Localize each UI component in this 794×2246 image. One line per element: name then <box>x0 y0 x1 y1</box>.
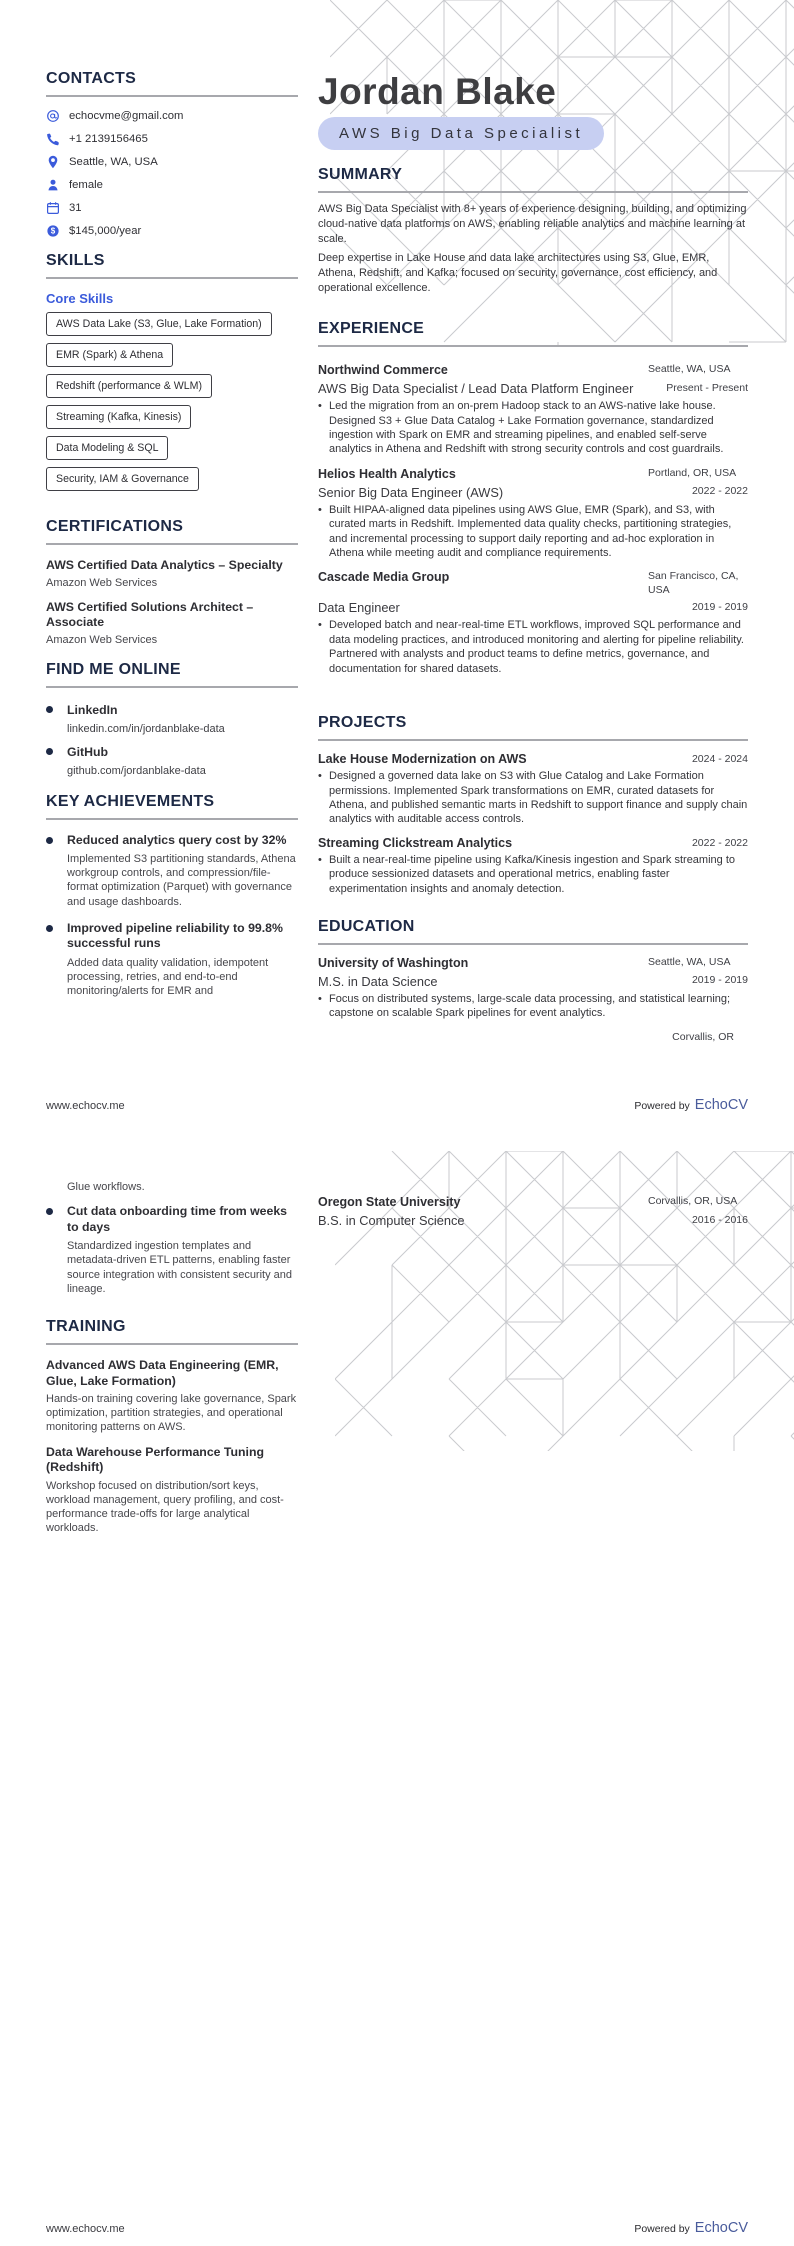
bullet-row <box>318 992 748 1021</box>
sidebar-page2 <box>46 1123 298 1545</box>
project-dates: 2024 - 2024 <box>691 753 748 766</box>
experience-entry <box>318 467 748 561</box>
svg-text:$: $ <box>50 226 56 236</box>
profile-url[interactable]: github.com/jordanblake-data <box>67 764 206 777</box>
bullet-icon <box>46 748 53 755</box>
bullet-icon: • <box>318 992 322 1005</box>
footer-site-link[interactable]: www.echocv.me <box>46 2223 125 2235</box>
degree-title: B.S. in Computer Science <box>318 1213 465 1228</box>
school-name: Oregon State University <box>318 1195 461 1209</box>
experience-bullets <box>318 399 748 457</box>
footer-powered: Powered by EchoCV <box>634 1097 748 1113</box>
sidebar <box>46 0 298 1010</box>
footer-powered: Powered by EchoCV <box>634 2220 748 2236</box>
experience-bullets <box>318 503 748 561</box>
degree-dates: 2019 - 2019 <box>691 974 748 987</box>
contact-value: +1 2139156465 <box>69 133 148 145</box>
role-dates: 2022 - 2022 <box>691 485 748 498</box>
page-footer <box>46 2220 748 2236</box>
certification-item <box>46 600 298 646</box>
achievement-list-page2 <box>46 1204 298 1296</box>
project-title: Lake House Modernization on AWS <box>318 752 527 767</box>
profile-url[interactable]: linkedin.com/in/jordanblake-data <box>67 722 225 735</box>
bullet-row <box>318 769 748 827</box>
company-location: San Francisco, CA, USA <box>648 570 739 596</box>
role-title: AWS Big Data Specialist / Lead Data Platform Engineer <box>318 381 634 397</box>
calendar-icon <box>46 201 60 215</box>
experience-entry <box>318 570 748 676</box>
training-item <box>46 1445 298 1536</box>
bullet-icon: • <box>318 853 322 866</box>
echocv-brand-link[interactable]: EchoCV <box>694 2220 748 2236</box>
training-description: Hands-on training covering lake governance, Spark optimization, partition strategies, and operational monitoring patterns on AWS. <box>46 1393 297 1434</box>
certification-item <box>46 558 298 589</box>
project-item <box>318 835 748 896</box>
role-dates: 2019 - 2019 <box>691 600 748 613</box>
skills-heading: SKILLS <box>46 252 298 279</box>
school-name: University of Washington <box>318 955 469 970</box>
training-description: Workshop focused on distribution/sort keys, workload management, query profiling, and cost-performance trade-offs for large analytical workloads. <box>46 1479 284 1535</box>
find-me-online-heading: FIND ME ONLINE <box>46 661 298 688</box>
achievement-title: Improved pipeline reliability to 99.8% successful runs <box>46 921 298 952</box>
phone-icon <box>46 132 60 146</box>
title-badge: AWS Big Data Specialist <box>318 117 604 150</box>
contact-row <box>46 155 298 169</box>
education-list-page2 <box>318 1195 748 1229</box>
training-heading: TRAINING <box>46 1318 298 1345</box>
education-bullets <box>318 992 748 1021</box>
achievement-item <box>46 833 298 909</box>
certification-title: AWS Certified Solutions Architect – Associate <box>46 599 254 629</box>
contact-value: echocvme@gmail.com <box>69 110 184 122</box>
school-location: Corvallis, OR, USA <box>648 1195 738 1207</box>
bullet-row <box>318 399 748 457</box>
training-title: Data Warehouse Performance Tuning (Redshift) <box>46 1444 264 1475</box>
education-entry <box>318 1195 748 1229</box>
echocv-brand-link[interactable]: EchoCV <box>694 1097 748 1113</box>
achievement-title: Cut data onboarding time from weeks to days <box>46 1204 298 1235</box>
contact-value: 31 <box>69 202 82 214</box>
projects-heading: PROJECTS <box>318 714 748 741</box>
bullet-text: Built HIPAA-aligned data pipelines using AWS Glue, EMR (Spark), and S3, with curated marts in Redshift. Implemented data quality checks, partitioning strategies, and incremental processing to support daily reporting and ad-hoc exploration in Athena while meeting audit and compliance requirements. <box>329 503 732 560</box>
achievement-list-page1 <box>46 833 298 999</box>
skill-chip-list <box>46 312 298 491</box>
salary-icon <box>46 224 60 238</box>
bullet-icon: • <box>318 503 322 516</box>
summary-heading: SUMMARY <box>318 166 748 193</box>
role-dates: Present - Present <box>666 381 748 394</box>
skills-group-label: Core Skills <box>46 291 114 306</box>
contact-value: female <box>69 179 103 191</box>
achievement-description: Standardized ingestion templates and metadata-driven ETL patterns, enabling faster source integration with consistent security and lineage. <box>67 1240 293 1295</box>
bullet-row <box>318 853 748 896</box>
contact-row <box>46 178 298 192</box>
footer-site-link[interactable]: www.echocv.me <box>46 1100 125 1112</box>
achievement-description: Implemented S3 partitioning standards, Athena workgroup controls, and compression/file-format optimization (Parquet) with governance and usage dashboards. <box>67 853 296 908</box>
bullet-icon: • <box>318 619 322 632</box>
main-column <box>318 0 748 1047</box>
achievement-title: Reduced analytics query cost by 32% <box>46 833 298 849</box>
main-column-page2 <box>318 1123 748 1239</box>
school-location: Seattle, WA, USA <box>648 955 731 968</box>
email-icon <box>46 109 60 123</box>
experience-bullets <box>318 618 748 676</box>
key-achievements-heading: KEY ACHIEVEMENTS <box>46 793 298 820</box>
candidate-name: Jordan Blake <box>318 71 557 112</box>
project-bullets <box>318 769 748 827</box>
certification-title: AWS Certified Data Analytics – Specialty <box>46 558 283 572</box>
skill-chip: Redshift (performance & WLM) <box>46 374 212 398</box>
certification-list <box>46 558 298 646</box>
contact-value: $145,000/year <box>69 225 142 237</box>
bullet-text: Built a near-real-time pipeline using Kafka/Kinesis ingestion and Spark streaming to produce sessionized datasets and operational metrics, enabling faster experimentation insights and anomaly detection. <box>329 853 735 895</box>
company-name: Northwind Commerce <box>318 363 448 378</box>
summary-paragraphs <box>318 202 748 296</box>
project-item <box>318 751 748 827</box>
achievement-description: Added data quality validation, idempotent processing, retries, and end-to-end monitoring/alerts for EMR and <box>67 956 269 998</box>
online-profile-item <box>46 701 298 735</box>
online-profile-list <box>46 701 298 777</box>
page-footer <box>46 1097 748 1113</box>
education-list-page1 <box>318 956 748 1021</box>
bullet-icon <box>46 1208 53 1215</box>
bullet-icon: • <box>318 770 322 783</box>
education-entry <box>318 956 748 1021</box>
education-heading: EDUCATION <box>318 918 748 945</box>
experience-heading: EXPERIENCE <box>318 320 748 347</box>
bullet-icon <box>46 925 53 932</box>
contact-row <box>46 201 298 215</box>
company-name: Helios Health Analytics <box>318 466 456 481</box>
contact-value: Seattle, WA, USA <box>69 156 158 168</box>
bullet-text: Developed batch and near-real-time ETL workflows, improved SQL performance and data modeling practices, and introduced monitoring and alerting for pipeline reliability. Partnered with analysts and product teams to define metrics, governance, and documentation for shared datasets. <box>329 619 744 675</box>
company-location: Portland, OR, USA <box>648 466 737 479</box>
bullet-icon <box>46 837 53 844</box>
location-icon <box>46 155 60 169</box>
contact-row <box>46 224 298 238</box>
skill-chip: Data Modeling & SQL <box>46 436 168 460</box>
training-item <box>46 1358 298 1435</box>
contact-row <box>46 132 298 146</box>
role-title: Data Engineer <box>318 600 400 616</box>
contacts-heading: CONTACTS <box>46 70 298 97</box>
bullet-icon: • <box>318 400 322 413</box>
bullet-text: Focus on distributed systems, large-scale data processing, and statistical learning; capstone on scalable Spark pipelines for event analytics. <box>329 992 731 1020</box>
summary-paragraph: AWS Big Data Specialist with 8+ years of experience designing, building, and optimizing cloud-native data platforms on AWS, enabling reliable analytics and machine learning at scale. <box>318 203 747 246</box>
online-profile-item <box>46 743 298 777</box>
profile-label: LinkedIn <box>67 702 118 717</box>
experience-entry <box>318 363 748 457</box>
summary-paragraph: Deep expertise in Lake House and data lake architectures using S3, Glue, EMR, Athena, Redshift, and Kafka; focused on security, governance, cost efficiency, and operational excellence. <box>318 251 718 295</box>
skill-chip: AWS Data Lake (S3, Glue, Lake Formation) <box>46 312 272 336</box>
certification-issuer: Amazon Web Services <box>46 576 158 589</box>
certifications-heading: CERTIFICATIONS <box>46 518 298 545</box>
project-title: Streaming Clickstream Analytics <box>318 835 513 850</box>
experience-list <box>318 363 748 676</box>
skill-chip: Security, IAM & Governance <box>46 467 199 491</box>
profile-label: GitHub <box>67 744 108 759</box>
degree-dates: 2016 - 2016 <box>691 1213 748 1226</box>
training-title: Advanced AWS Data Engineering (EMR, Glue, Lake Formation) <box>46 1358 279 1388</box>
skill-chip: Streaming (Kafka, Kinesis) <box>46 405 191 429</box>
resume-page-2 <box>0 1123 794 2246</box>
company-location: Seattle, WA, USA <box>648 363 731 376</box>
contact-list <box>46 109 298 238</box>
bullet-row <box>318 503 748 561</box>
company-name: Cascade Media Group <box>318 570 450 585</box>
person-icon <box>46 178 60 192</box>
achievement-item <box>46 1204 298 1296</box>
bullet-icon <box>46 706 53 713</box>
training-list <box>46 1358 298 1535</box>
education-overflow-location: Corvallis, OR <box>672 1030 734 1043</box>
skill-chip: EMR (Spark) & Athena <box>46 343 173 367</box>
bullet-text: Designed a governed data lake on S3 with Glue Catalog and Lake Formation permissions. Implemented Spark transformations on EMR, curated datasets for Athena, and published semantic marts in Redshift to support finance and supply chain analytics with auditable access controls. <box>329 770 748 826</box>
project-dates: 2022 - 2022 <box>691 836 748 849</box>
degree-title: M.S. in Data Science <box>318 973 438 989</box>
project-list <box>318 751 748 896</box>
bullet-text: Led the migration from an on-prem Hadoop stack to an AWS-native lake house. Designed S3 + Glue Data Catalog + Lake Formation governance, standardized ingestion with Spark on EMR and streaming pipelines, and enabled self-serve analytics in Athena and Redshift with strong security controls and cost guardrails. <box>329 400 724 456</box>
role-title: Senior Big Data Engineer (AWS) <box>318 484 504 500</box>
bullet-row <box>318 618 748 676</box>
project-bullets <box>318 853 748 896</box>
certification-issuer: Amazon Web Services <box>46 633 158 646</box>
achievement-item <box>46 921 298 999</box>
achievement-continuation: Glue workflows. <box>67 1181 145 1193</box>
contact-row <box>46 109 298 123</box>
